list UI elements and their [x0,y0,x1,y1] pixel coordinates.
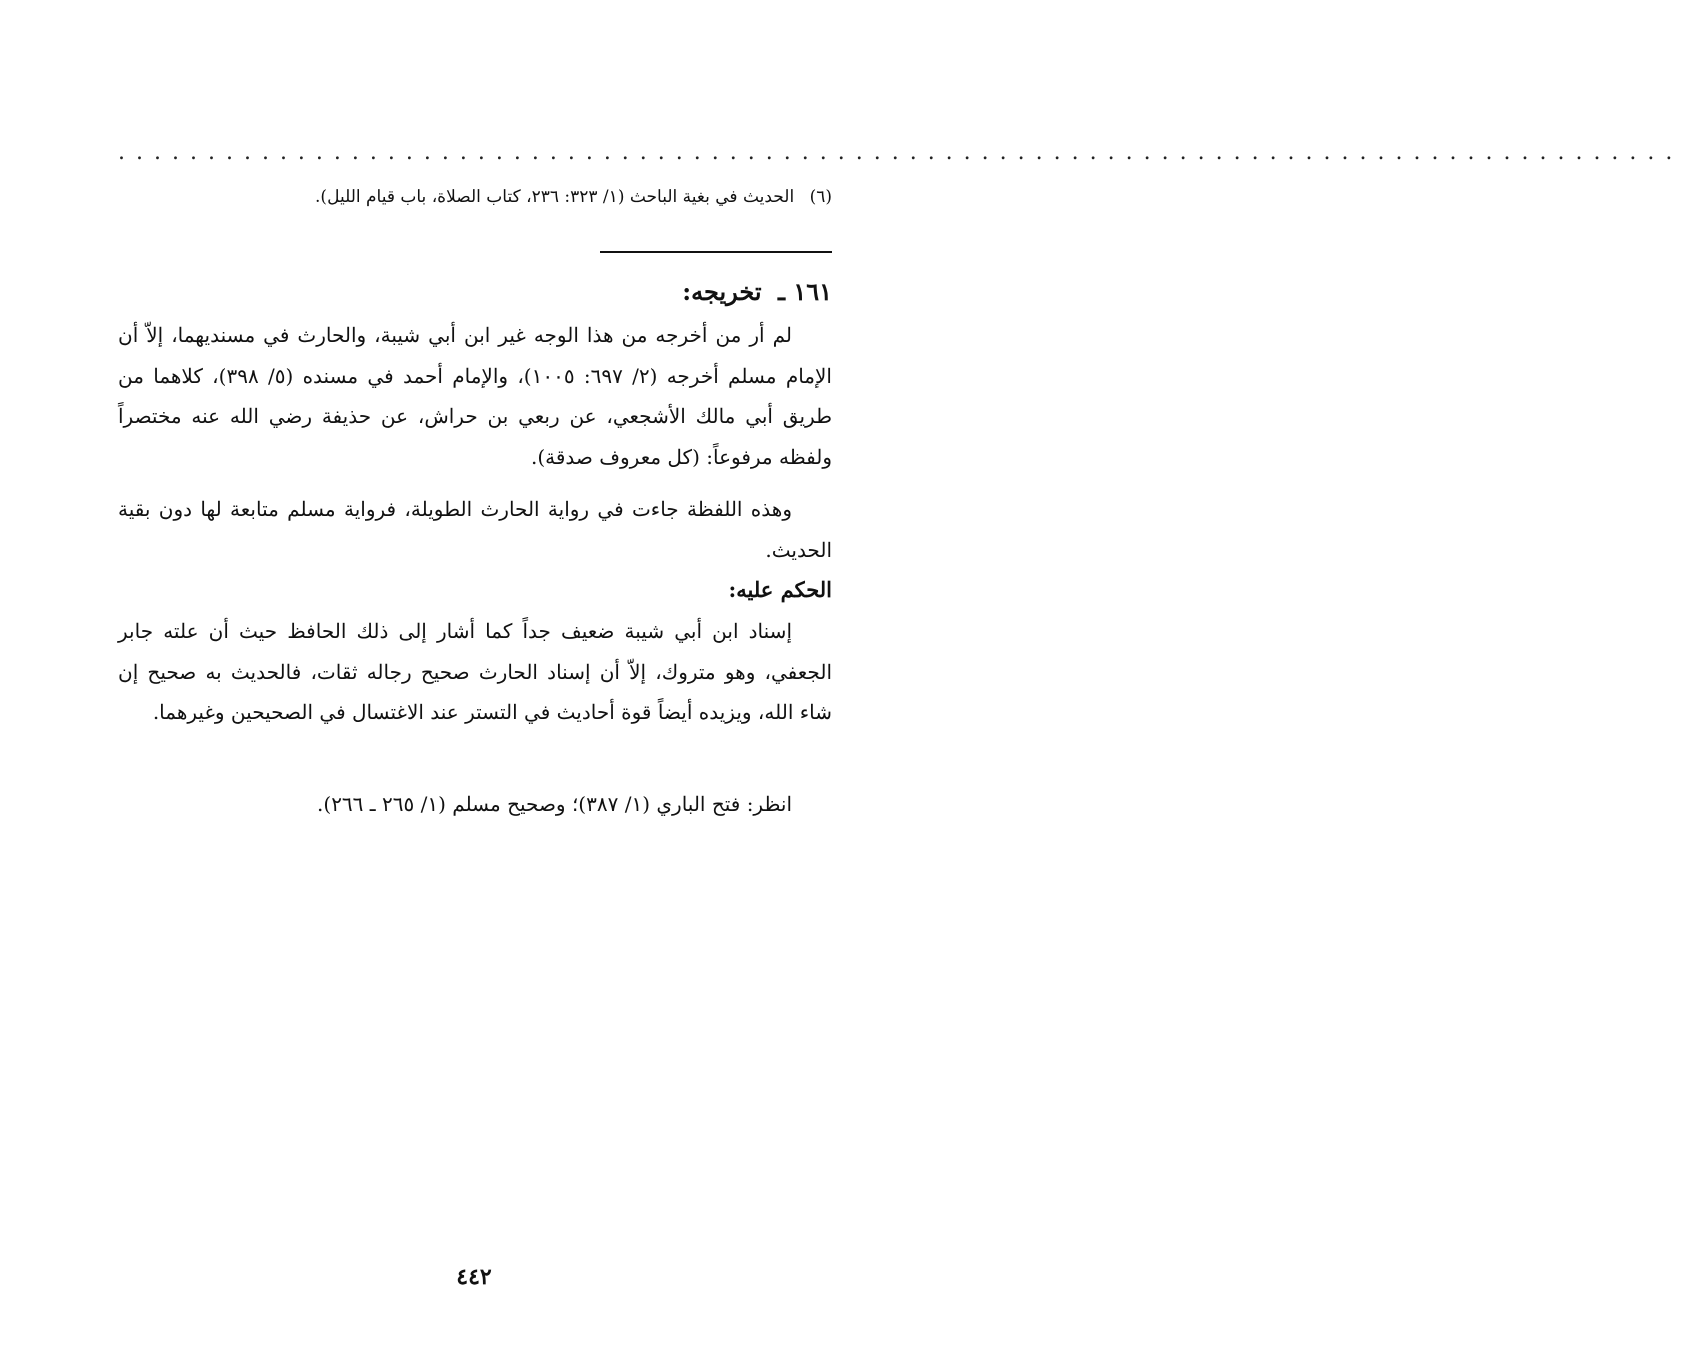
references-paragraph: انظر: فتح الباري (١/ ٣٨٧)؛ وصحيح مسلم (١/ ٢٦٥ ـ ٢٦٦). [317,792,792,816]
footnote [118,183,832,211]
references-paragraph-block [118,784,832,825]
takhrij-paragraph: لم أر من أخرجه من هذا الوجه غير ابن أبي شيبة، والحارث في مسنديهما، إلاّ أن الإمام مسلم أخرجه (٢/ ٦٩٧: ١٠٠٥)، والإمام أحمد في مسنده (٥/ ٣٩٨)، كلاهما من طريق أبي مالك الأشجعي، عن ربعي بن حراش، عن حذيفة رضي الله عنه مختصراً ولفظه مرفوعاً: (كل معروف صدقة). [118,323,832,469]
hukm-paragraph-block [118,611,832,733]
section-number: ١٦١ ـ [777,277,832,306]
note-paragraph-block [118,489,832,570]
section-heading [682,274,832,310]
hukm-paragraph: إسناد ابن أبي شيبة ضعيف جداً كما أشار إلى ذلك الحافظ حيث أن علته جابر الجعفي، وهو متروك، إلاّ أن إسناد الحارث صحيح رجاله ثقات، فالحديث به صحيح إن شاء الله، ويزيده أيضاً قوة أحاديث في التستر عند الاغتسال في الصحيحين وغيرهما. [118,619,832,724]
takhrij-paragraph-block [118,315,832,477]
dotted-separator: ....................................................................................... [118,140,1683,165]
hukm-heading: الحكم عليه: [728,577,832,602]
section-title: تخريجه: [682,277,762,306]
horizontal-rule [600,251,832,253]
page-number: ٤٤٢ [456,1264,492,1290]
footnote-text: الحديث في بغية الباحث (١/ ٣٢٣: ٢٣٦، كتاب الصلاة، باب قيام الليل). [315,187,795,207]
footnote-number: (٦) [809,187,832,207]
note-paragraph: وهذه اللفظة جاءت في رواية الحارث الطويلة، فرواية مسلم متابعة لها دون بقية الحديث. [118,497,832,562]
